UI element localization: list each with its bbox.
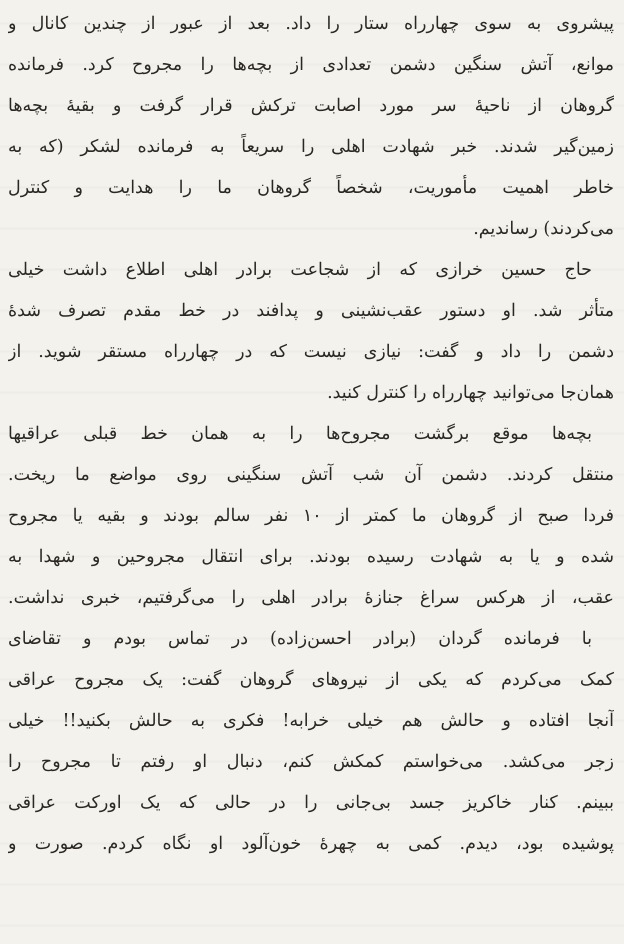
paragraph-4 — [8, 619, 614, 865]
text-line: گروهان از ناحیهٔ سر مورد اصابت ترکش قرار گرفت و بقیهٔ بچه‌ها — [8, 96, 614, 116]
paragraph-2 — [8, 250, 614, 414]
text-line: پوشیده بود، دیدم. کمی به چهرهٔ خون‌آلود او نگاه کردم. صورت و — [8, 834, 614, 854]
text-line: ببینم. کنار خاکریز جسد بی‌جانی را در حالی که یک اورکت عراقی — [8, 793, 614, 813]
text-line: زمین‌گیر شدند. خبر شهادت اهلی را سریعاً به فرمانده لشکر (که به — [8, 137, 614, 157]
text-line: کمک می‌کردم که یکی از نیروهای گروهان گفت: یک مجروح عراقی — [8, 670, 614, 690]
text-line: دشمن را داد و گفت: نیازی نیست که در چهارراه مستقر شوید. از — [8, 342, 614, 362]
text-line: همان‌جا می‌توانید چهارراه را کنترل کنید. — [327, 383, 614, 403]
text-line: موانع، آتش سنگین دشمن تعدادی از بچه‌ها را مجروح کرد. فرمانده — [8, 55, 614, 75]
text-line: عقب، از هرکس سراغ جنازهٔ برادر اهلی را می‌گرفتیم، خبری نداشت. — [8, 588, 614, 608]
text-line: با فرمانده گردان (برادر احسن‌زاده) در تماس بودم و تقاضای — [8, 629, 592, 649]
text-line: خاطر اهمیت مأموریت، شخصاً گروهان ما را هدایت و کنترل — [8, 178, 614, 198]
text-line: حاج حسین خرازی که از شجاعت برادر اهلی اطلاع داشت خیلی — [8, 260, 592, 280]
paragraph-1 — [8, 4, 614, 250]
text-line: زجر می‌کشد. می‌خواستم کمکش کنم، دنبال او رفتم تا مجروح را — [8, 752, 614, 772]
text-line: شده و یا به شهادت رسیده بودند. برای انتقال مجروحین و شهدا به — [8, 547, 614, 567]
text-line: منتقل کردند. دشمن آن شب آتش سنگینی روی مواضع ما ریخت. — [8, 465, 614, 485]
text-line: پیشروی به سوی چهارراه ستار را داد. بعد از عبور از چندین کانال و — [8, 14, 614, 34]
text-line: متأثر شد. او دستور عقب‌نشینی و پدافند در خط مقدم تصرف شدهٔ — [8, 301, 614, 321]
text-line: بچه‌ها موقع برگشت مجروح‌ها را به همان خط قبلی عراقیها — [8, 424, 592, 444]
text-line: می‌کردند) رساندیم. — [473, 219, 614, 239]
paragraph-3 — [8, 414, 614, 619]
text-line: فردا صبح از گروهان ما کمتر از ۱۰ نفر سالم بودند و بقیه یا مجروح — [8, 506, 614, 526]
text-line: آنجا افتاده و حالش هم خیلی خرابه! فکری به حالش بکنید!! خیلی — [8, 711, 614, 731]
